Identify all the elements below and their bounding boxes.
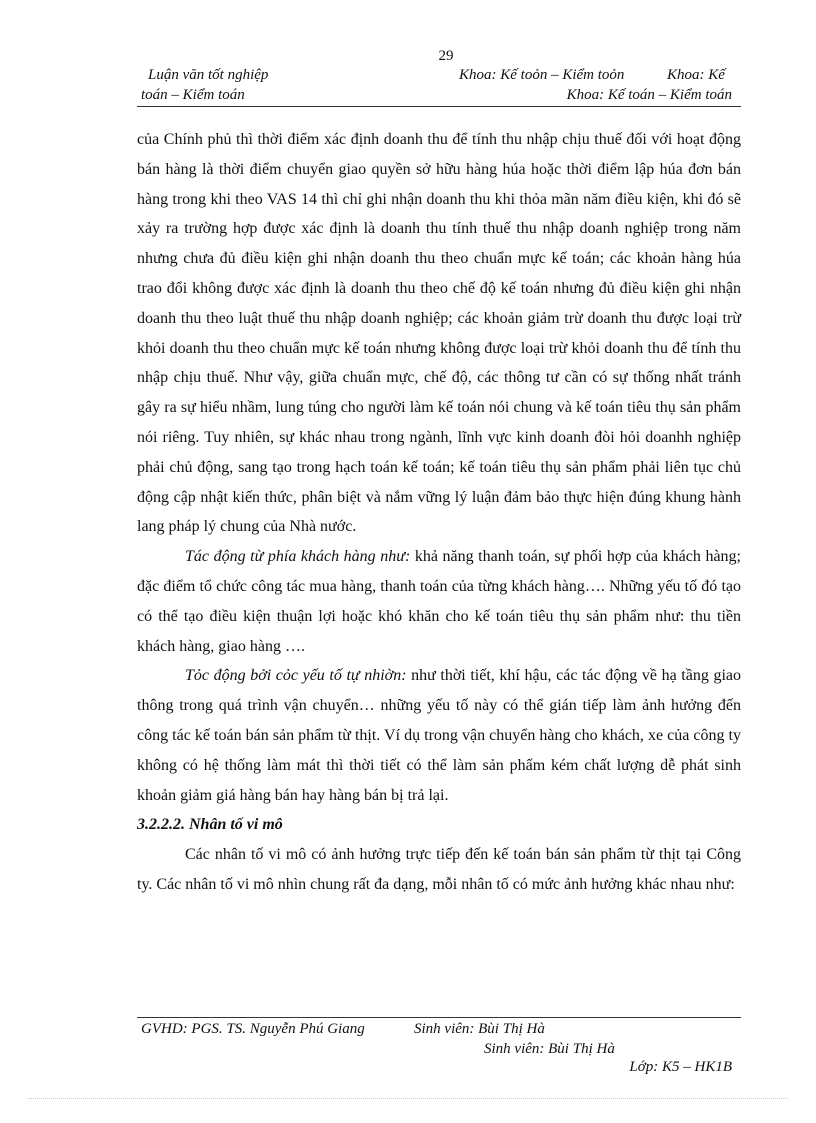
page-edge-divider <box>28 1098 788 1099</box>
footer-student-2: Sinh viên: Bùi Thị Hà <box>484 1041 615 1057</box>
page-number: 29 <box>438 48 454 64</box>
header-rule <box>137 106 741 107</box>
footer-class: Lớp: K5 – HK1B <box>629 1059 732 1075</box>
header-faculty-fragment: Khoa: Kế <box>667 67 725 83</box>
header-faculty-label: Khoa: Kế toỏn – Kiểm toỏn <box>459 67 625 83</box>
paragraph-4: Các nhân tố vi mô có ảnh hưởng trực tiếp đến kế toán bán sản phẩm từ thịt tại Công ty. Các nhân tố vi mô nhìn chung rất đa dạng, mỗi nhân tố có mức ảnh hưởng khác nhau như: <box>137 846 741 893</box>
section-heading: 3.2.2.2. Nhân tố vi mô <box>137 816 283 834</box>
document-body <box>137 125 741 900</box>
paragraph-3 <box>137 661 741 810</box>
paragraph-3-lead: Tỏc động bởi cỏc yếu tố tự nhiờn: <box>185 667 407 685</box>
paragraph-2-text: khả năng thanh toán, sự phối hợp của khách hàng; đặc điểm tổ chức công tác mua hàng, thanh toán của từng khách hàng…. Những yếu tố đó tạo có thể tạo điều kiện thuận lợi hoặc khó khăn cho kế toán tiêu thụ sản phẩm như: thu tiền khách hàng, giao hàng …. <box>137 548 741 655</box>
paragraph-2-lead: Tác động từ phía khách hàng như: <box>185 548 411 566</box>
footer-supervisor: GVHD: PGS. TS. Nguyễn Phú Giang <box>141 1021 365 1037</box>
paragraph-2 <box>137 542 741 661</box>
paragraph-3-text: như thời tiết, khí hậu, các tác động về hạ tầng giao thông trong quá trình vận chuyển… những yếu tố này có thể gián tiếp làm ảnh hưởng đến công tác kế toán bán sản phẩm từ thịt. Ví dụ trong vận chuyển hàng cho khách, xe của công ty không có hệ thống làm mát thì thời tiết có thể làm sản phẩm kém chất lượng dễ phát sinh khoản giảm giá hàng bán hay hàng bán bị trả lại. <box>137 667 741 804</box>
footer-rule <box>137 1017 741 1018</box>
header-faculty-label-2: Khoa: Kế toán – Kiểm toán <box>566 87 732 103</box>
header-thesis-label: Luận văn tốt nghiệp <box>148 67 269 83</box>
paragraph-1: của Chính phủ thì thời điểm xác định doanh thu để tính thu nhập chịu thuế đối với hoạt động bán hàng là thời điểm chuyển giao quyền sở hữu hàng húa hoặc thời điểm lập húa đơn bán hàng trong khi theo VAS 14 thì chỉ ghi nhận doanh thu khi thỏa mãn năm điều kiện, khi đó sẽ xảy ra trường hợp được xác định là doanh thu tính thuế thu nhập doanh nghiệp trong năm nhưng chưa đủ điều kiện ghi nhận doanh thu theo chuẩn mực kế toán; các khoản hàng húa trao đổi không được xác định là doanh thu theo chế độ kế toán nhưng đủ điều kiện ghi nhận doanh thu theo luật thuế thu nhập doanh nghiệp; các khoản giảm trừ doanh thu được loại trừ khỏi doanh thu theo chuẩn mực kế toán nhưng không được loại trừ khỏi doanh thu để tính thu nhập chịu thuế. Như vậy, giữa chuẩn mực, chế độ, các thông tư cần có sự thống nhất tránh gây ra sự hiểu nhầm, lung túng cho người làm kế toán nói chung và kế toán tiêu thụ sản phẩm nói riêng. Tuy nhiên, sự khác nhau trong ngành, lĩnh vực kinh doanh đòi hỏi doanhh nghiệp phải chủ động, sang tạo trong hạch toán kế toán; kế toán tiêu thụ sản phẩm phải liên tục chủ động cập nhật kiến thức, phân biệt và nắm vững lý luận đảm bảo thực hiện đúng khung hành lang pháp lý chung của Nhà nước. <box>137 131 741 536</box>
footer-student-1: Sinh viên: Bùi Thị Hà <box>414 1021 545 1037</box>
header-department-fragment: toán – Kiểm toán <box>141 87 245 103</box>
